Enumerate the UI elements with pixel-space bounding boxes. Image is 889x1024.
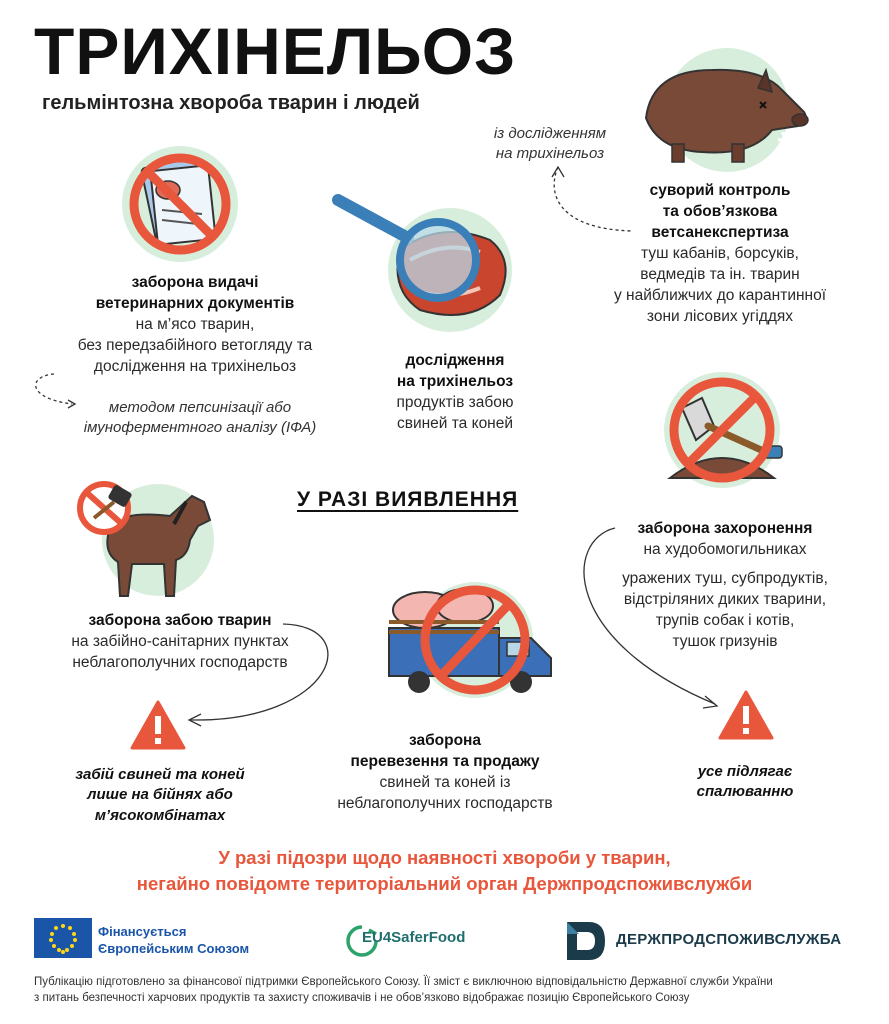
research-bold-2: на трихінельоз: [396, 373, 514, 391]
control-line-2: ведмедів та ін. тварин: [640, 266, 800, 284]
docs-line-1: на м’ясо тварин,: [135, 316, 255, 334]
magnifier-meat-icon: [330, 190, 545, 340]
docs-bold-1: заборона видачі: [131, 274, 259, 291]
transport-bold-2: перевезення та продажу: [350, 753, 540, 771]
docs-line-2: без передзабійного ветогляду та: [77, 337, 313, 355]
page-title: ТРИХІНЕЛЬОЗ: [34, 14, 517, 88]
pig-truck-ban-icon: [375, 578, 570, 708]
note-slaughter-1: забій свиней та коней: [75, 766, 245, 783]
control-line-3: у найближчих до карантинної: [613, 287, 827, 305]
note-slaughter-3: м’ясокомбінатах: [94, 806, 226, 824]
slaughter-block: [30, 610, 330, 673]
alert-line-2: негайно повідомте територіальний орган Держпродспоживслужби: [136, 872, 753, 894]
shovel-ban-icon: [652, 368, 792, 498]
alert-message: [0, 845, 889, 897]
burial-bold: заборона захоронення: [637, 520, 813, 537]
slaughter-bold: заборона забою тварин: [88, 612, 272, 629]
control-bold-2: та обов’язкова: [662, 203, 778, 221]
detection-heading: У РАЗІ ВИЯВЛЕННЯ: [297, 488, 519, 511]
eu-logo-line-2: Європейським Союзом: [98, 940, 250, 956]
note-burn-1: усе підлягає: [697, 763, 793, 780]
burial-line-5: тушок гризунів: [672, 633, 778, 651]
transport-block: [315, 730, 575, 814]
page-subtitle: гельмінтозна хвороба тварин і людей: [42, 92, 420, 114]
slaughter-line-1: на забійно-санітарних пунктах: [71, 633, 289, 651]
docs-note-1: методом пепсинізації або: [108, 399, 292, 416]
burial-line-1: на худобомогильниках: [643, 541, 807, 559]
eu-logo-line-1: Фінансується: [98, 924, 187, 939]
burial-line-2: уражених туш, субпродуктів,: [622, 570, 828, 588]
research-line-2: свиней та коней: [396, 415, 514, 433]
research-block: [355, 350, 555, 434]
transport-bold-1: заборона: [408, 732, 482, 749]
dps-logo-icon: [565, 920, 607, 962]
note-slaughter-2: лише на бійнях або: [87, 786, 233, 804]
research-line-1: продуктів забою: [396, 394, 514, 412]
warning-icon: [718, 690, 774, 740]
burial-block: [585, 518, 865, 652]
horse-hammer-ban-icon: [70, 480, 230, 600]
footer-disclaimer: [34, 975, 864, 1006]
docs-note-2: імуноферментного аналізу (ІФА): [83, 419, 317, 437]
dps-logo: ДЕРЖПРОДСПОЖИВСЛУЖБА: [616, 931, 842, 948]
control-line-4: зони лісових угіддях: [646, 308, 794, 326]
footer-line-1: Публікацію підготовлено за фінансової підтримки Європейського Союзу. Її зміст є виключною відповідальністю Державної служби України: [34, 976, 773, 988]
docs-block: [50, 272, 340, 377]
transport-line-1: свиней та коней із: [379, 774, 511, 792]
control-bold-3: ветсанекспертиза: [651, 224, 789, 242]
eu-flag-icon: [34, 918, 92, 958]
note-burn-2: спалюванню: [696, 783, 794, 801]
control-line-1: туш кабанів, борсуків,: [641, 245, 799, 263]
docs-line-3: дослідження на трихінельоз: [93, 358, 297, 376]
documents-ban-icon: [118, 140, 248, 270]
docs-note: [50, 398, 350, 439]
slaughter-line-2: неблагополучних господарств: [72, 654, 288, 672]
research-bold-1: дослідження: [405, 352, 505, 369]
footer-line-2: з питань безпечності харчових продуктів та захисту споживачів і не обов’язково відображає позицію Європейського Союзу: [34, 991, 690, 1004]
boar-icon: [632, 40, 822, 175]
transport-line-2: неблагополучних господарств: [337, 795, 553, 813]
note-burn: [655, 762, 835, 803]
note-slaughter: [20, 765, 300, 826]
control-note-2: на трихінельоз: [495, 145, 605, 163]
alert-line-1: У разі підозри щодо наявності хвороби у тварин,: [218, 847, 671, 868]
docs-bold-2: ветеринарних документів: [95, 295, 295, 313]
warning-icon: [130, 700, 186, 750]
eu-logo-text: [98, 924, 249, 958]
control-block: [570, 180, 870, 328]
control-note: [470, 124, 630, 165]
burial-line-4: трупів собак і котів,: [655, 612, 795, 630]
control-note-1: із дослідженням: [493, 125, 607, 142]
burial-line-3: відстріляних диких тварини,: [623, 591, 827, 609]
control-bold-1: суворий контроль: [649, 182, 791, 199]
eu4saferfood-logo: EU4SaferFood: [362, 929, 466, 946]
